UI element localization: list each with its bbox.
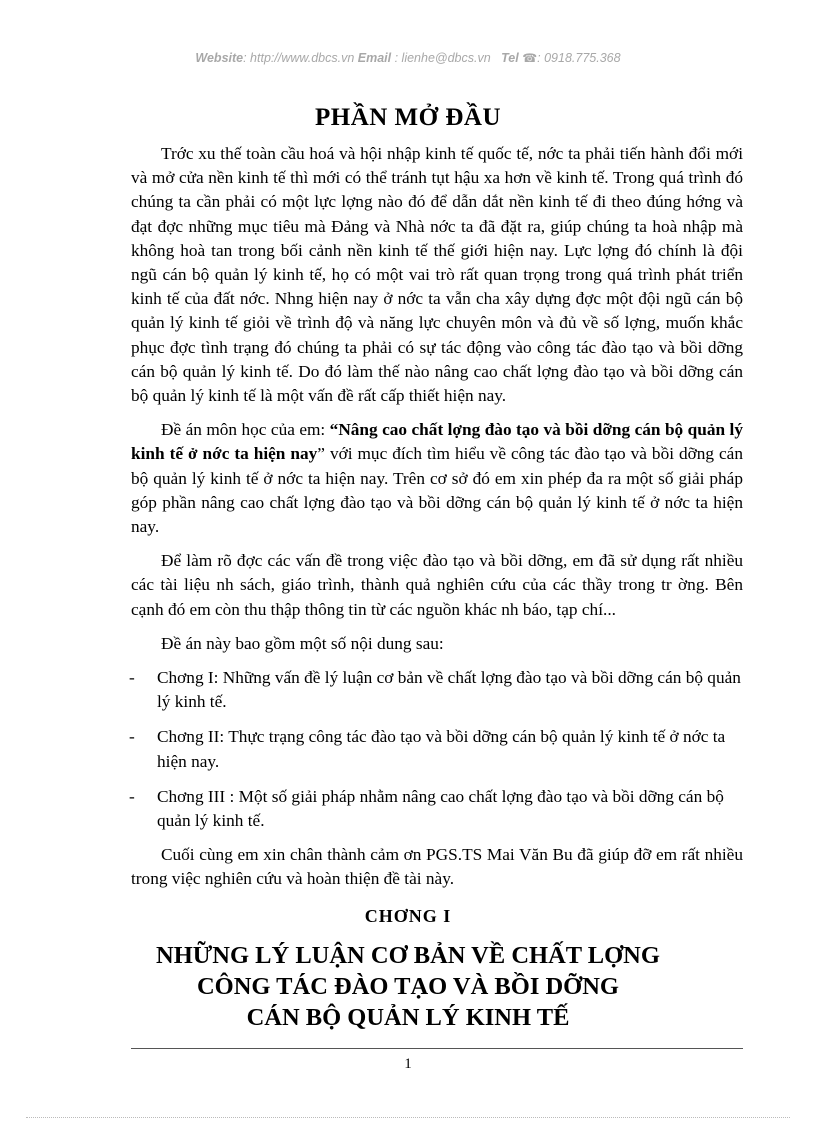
list-item — [131, 725, 743, 773]
page-header — [0, 51, 816, 65]
project-title: Nâng cao chất lợng đào tạo và bồi dỡng cán bộ quản lý kinh tế ở nớc ta hiện nay — [131, 420, 743, 464]
list-item — [131, 666, 743, 714]
website-label: Website — [195, 51, 244, 65]
document-body — [131, 142, 743, 892]
footer-divider — [131, 1048, 743, 1049]
chapter-label: CHƠNG I — [364, 906, 452, 926]
project-paragraph — [131, 418, 743, 539]
list-item-text: Chơng I: Những vấn đề lý luận cơ bản về chất lợng đào tạo và bồi dỡng cán bộ quản lý kinh tế. — [157, 668, 741, 712]
chapter-title-line: CÔNG TÁC ĐÀO TẠO VÀ BỒI DỠNG — [196, 973, 619, 1000]
intro-paragraph: Trớc xu thế toàn cầu hoá và hội nhập kinh tế quốc tế, nớc ta phải tiến hành đổi mới và mở cửa nền kinh tế thì mới có thể tránh tụt hậu xa hơn về kinh tế. Trong quá trình đó chúng ta cần phải có một lực lợng nào đó để dẫn dắt nền kinh tế đi theo đúng hớng và đạt đợc những mục tiêu mà Đảng và Nhà nớc ta đã đặt ra, giúp chúng ta hoà nhập mà không hoà tan trong bối cảnh nền kinh tế thế giới hiện nay. Lực lợng đó chính là đội ngũ cán bộ quản lý kinh tế, họ có một vai trò rất quan trọng trong quá trình phát triển kinh tế của đất nớc. Nhng hiện nay ở nớc ta vẫn cha xây dựng đợc một đội ngũ cán bộ quản lý kinh tế giỏi về trình độ và năng lực chuyên môn và đủ về số lợng, muốn khắc phục đợc tình trạng đó chúng ta phải có sự tác động vào công tác đào tạo và bồi dỡng cán bộ quản lý kinh tế. Do đó làm thế nào nâng cao chất lợng đào tạo và bồi dỡng cán bộ quản lý kinh tế là một vấn đề rất cấp thiết hiện nay. — [131, 144, 743, 406]
email-value: : lienhe@dbcs.vn — [391, 51, 491, 65]
project-rest: với mục đích tìm hiểu về công tác đào tạo và bồi dỡng cán bộ quản lý kinh tế ở nớc ta hiện nay. Trên cơ sở đó em xin phép đa ra một số giải pháp góp phần nâng cao chất lợng đào tạo và bồi dỡng cán bộ quản lý kinh tế ở nớc ta hiện nay. — [131, 444, 743, 537]
contents-intro: Đề án này bao gồm một số nội dung sau: — [161, 633, 444, 653]
telephone-icon: ☎ — [522, 51, 538, 65]
chapter-title-line: NHỮNG LÝ LUẬN CƠ BẢN VỀ CHẤT LỢNG — [156, 942, 660, 969]
chapter-title — [0, 940, 816, 1033]
page-title: PHẦN MỞ ĐẦU — [314, 104, 502, 131]
list-dash: - — [129, 727, 135, 747]
list-item — [131, 785, 743, 833]
chapter-title-line: CÁN BỘ QUẢN LÝ KINH TẾ — [246, 1004, 570, 1031]
quote-open: “ — [329, 420, 339, 440]
list-item-text: Chơng II: Thực trạng công tác đào tạo và bồi dỡng cán bộ quản lý kinh tế ở nớc ta hiện nay. — [157, 727, 726, 771]
list-item-text: Chơng III : Một số giải pháp nhằm nâng cao chất lợng đào tạo và bồi dỡng cán bộ quản lý kinh tế. — [157, 786, 724, 831]
page-number: 1 — [404, 1056, 412, 1072]
thanks-paragraph: Cuối cùng em xin chân thành cảm ơn PGS.TS Mai Văn Bu đã giúp đỡ em rất nhiều trong việc nghiên cứu và hoàn thiện đề tài này. — [131, 845, 743, 889]
tel-value: : 0918.775.368 — [537, 51, 621, 65]
email-label: Email — [357, 51, 392, 65]
chapter-list — [131, 666, 743, 833]
tel-label: Tel — [501, 51, 519, 65]
list-dash: - — [129, 668, 135, 688]
website-value: : http://www.dbcs.vn — [243, 51, 355, 65]
list-dash: - — [129, 786, 135, 806]
sources-paragraph: Để làm rõ đợc các vấn đề trong việc đào tạo và bồi dỡng, em đã sử dụng rất nhiều các tài liệu nh sách, giáo trình, thành quả nghiên cứu của các thầy trong tr ờng. Bên cạnh đó em còn thu thập thông tin từ các nguồn khác nh báo, tạp chí... — [131, 551, 743, 619]
project-lead: Đề án môn học của em: — [161, 420, 330, 440]
quote-close: ” — [317, 444, 325, 464]
page-edge-divider — [26, 1117, 790, 1118]
